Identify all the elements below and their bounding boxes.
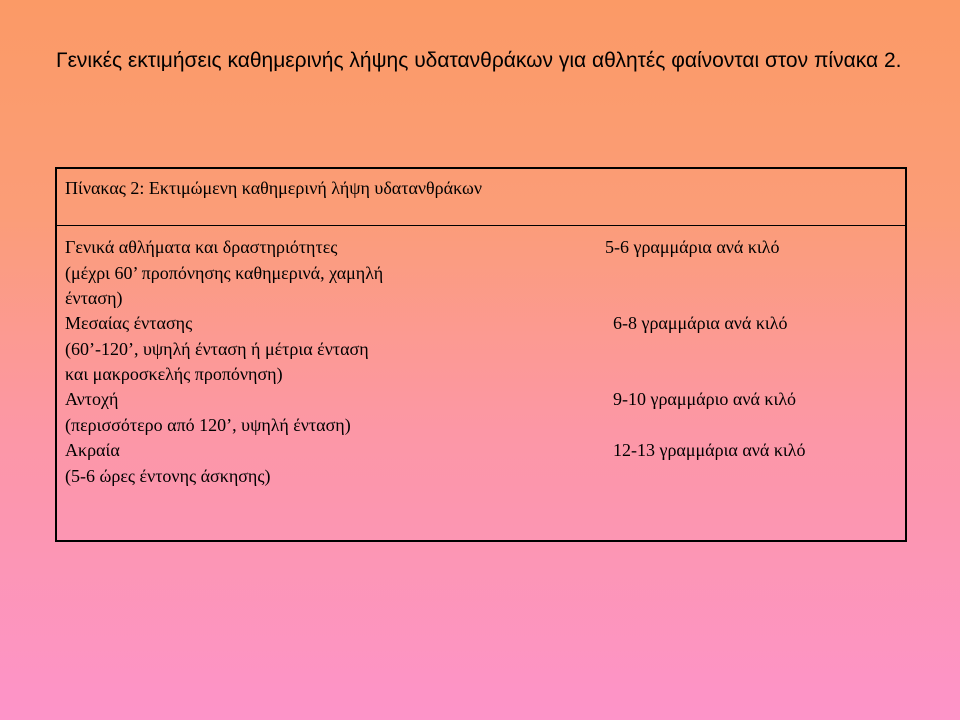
table-caption: Πίνακας 2: Εκτιμώμενη καθημερινή λήψη υδατανθράκων xyxy=(65,178,482,198)
category-line: Αντοχή xyxy=(65,389,119,409)
category-line: Γενικά αθλήματα και δραστηριότητες xyxy=(65,237,338,257)
category-line: (60’-120’, υψηλή ένταση ή μέτρια ένταση xyxy=(65,338,369,359)
row-value: 9-10 γραμμάριο ανά κιλό xyxy=(613,389,797,409)
category-line: ένταση) xyxy=(65,288,123,308)
row-category xyxy=(65,235,545,312)
category-line: Μεσαίας έντασης xyxy=(65,313,193,333)
caption-divider xyxy=(57,225,905,226)
row-value: 12-13 γραμμάρια ανά κιλό xyxy=(613,440,806,460)
row-category xyxy=(65,438,545,489)
carbohydrate-intake-table xyxy=(55,167,907,542)
intro-paragraph: Γενικές εκτιμήσεις καθημερινής λήψης υδατανθράκων για αθλητές φαίνονται στον πίνακα 2. xyxy=(56,49,902,72)
category-line: και μακροσκελής προπόνηση) xyxy=(65,364,283,384)
category-line: (5-6 ώρες έντονης άσκησης) xyxy=(65,465,271,486)
category-line: Ακραία xyxy=(65,440,120,460)
category-line: (περισσότερο από 120’, υψηλή ένταση) xyxy=(65,414,351,435)
row-value: 5-6 γραμμάρια ανά κιλό xyxy=(605,237,780,257)
row-value: 6-8 γραμμάρια ανά κιλό xyxy=(613,313,788,333)
row-category xyxy=(65,311,545,388)
category-line: (μέχρι 60’ προπόνησης καθημερινά, χαμηλή xyxy=(65,262,384,283)
row-category xyxy=(65,387,545,438)
